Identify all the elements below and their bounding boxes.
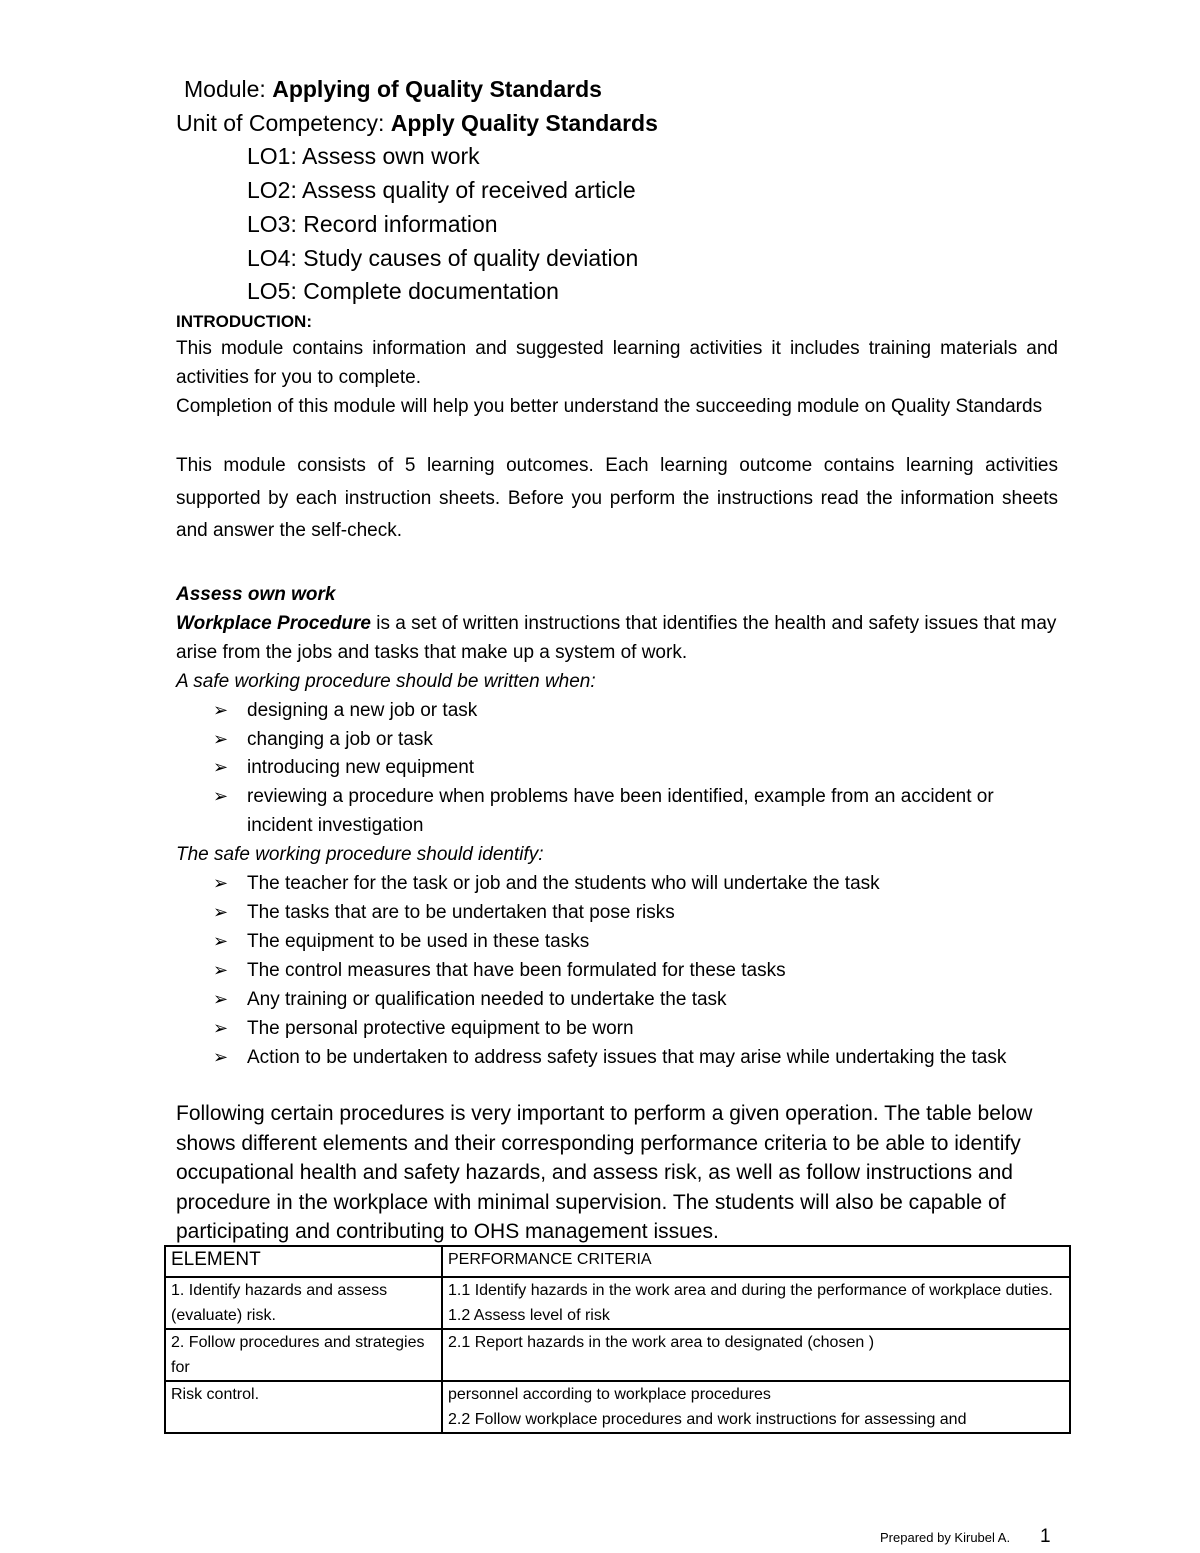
page-number: 1 [1040,1526,1051,1547]
list-item: ➢ introducing new equipment [176,754,1076,783]
criteria-table [164,1245,1071,1434]
list-item: ➢ The equipment to be used in these tasks [176,928,1076,957]
list-item: ➢ The personal protective equipment to be worn [176,1015,1076,1044]
learning-outcome-3: LO3: Record information [247,211,498,237]
list-item: ➢ changing a job or task [176,726,1076,755]
arrow-bullet-icon: ➢ [213,959,229,981]
introduction-heading: INTRODUCTION: [176,312,312,331]
unit-line: Unit of Competency: Apply Quality Standards [176,110,658,136]
arrow-bullet-icon: ➢ [213,757,229,779]
table-cell-criteria: 2.1 Report hazards in the work area to designated (chosen ) [442,1329,1070,1381]
arrow-bullet-icon: ➢ [213,1046,229,1068]
unit-title: Apply Quality Standards [390,110,658,136]
list-item: ➢ Action to be undertaken to address safety issues that may arise while undertaking the task [176,1044,1117,1073]
table-row [165,1329,1070,1381]
assess-section [176,581,1076,1072]
list-item: ➢ designing a new job or task [176,697,1076,726]
identify-intro: The safe working procedure should identify: [176,844,544,866]
arrow-bullet-icon: ➢ [213,699,229,721]
list-item: ➢ Any training or qualification needed to undertake the task [176,986,1076,1015]
assess-heading: Assess own work [176,584,336,605]
intro-paragraph-1: This module contains information and suggested learning activities it includes training materials and activities for you to complete. [176,338,1058,388]
list-item: ➢ The control measures that have been formulated for these tasks [176,957,1076,986]
table-cell-criteria: 1.1 Identify hazards in the work area and during the performance of workplace duties. 1.2 Assess level of risk [442,1277,1070,1329]
table-header-criteria: PERFORMANCE CRITERIA [442,1246,1070,1277]
learning-outcome-1: LO1: Assess own work [247,143,480,169]
arrow-bullet-icon: ➢ [213,873,229,895]
list-item: ➢ The teacher for the task or job and the students who will undertake the task [176,870,1076,899]
intro-paragraph-2: Completion of this module will help you better understand the succeeding module on Quality Standards [176,396,1043,417]
table-cell-criteria: personnel according to workplace procedures 2.2 Follow workplace procedures and work instructions for assessing and [442,1381,1070,1433]
arrow-bullet-icon: ➢ [213,988,229,1010]
intro-paragraph-3: This module consists of 5 learning outcomes. Each learning outcome contains learning activities supported by each instruction sheets. Before you perform the instructions read the information sheets and answer the self-check. [176,455,1058,541]
list-item: ➢ reviewing a procedure when problems have been identified, example from an accident or incident investigation [176,783,1047,841]
arrow-bullet-icon: ➢ [213,901,229,923]
arrow-bullet-icon: ➢ [213,728,229,750]
procedures-paragraph: Following certain procedures is very important to perform a given operation. The table below shows different elements and their corresponding performance criteria to be able to identify occupational health and safety hazards, and assess risk, as well as follow instructions and procedure in the workplace with minimal supervision. The students will also be capable of participating and contributing to OHS management issues. [176,1102,1033,1243]
module-line: Module: Applying of Quality Standards [184,76,602,102]
list-item: ➢ The tasks that are to be undertaken that pose risks [176,899,1076,928]
prepared-by-footer: Prepared by Kirubel A. [880,1530,1011,1545]
workplace-procedure-term: Workplace Procedure [176,612,372,634]
table-cell-element: Risk control. [165,1381,442,1433]
learning-outcome-4: LO4: Study causes of quality deviation [247,245,639,271]
workplace-procedure-definition: Workplace Procedure is a set of written instructions that identifies the health and safety issues that may arise from the jobs and tasks that make up a system of work. [176,612,1057,663]
table-cell-element: 2. Follow procedures and strategies for [165,1329,442,1381]
learning-outcome-2: LO2: Assess quality of received article [247,177,636,203]
table-header-row [165,1246,1070,1277]
arrow-bullet-icon: ➢ [213,786,229,808]
table-row [165,1381,1070,1433]
learning-outcome-5: LO5: Complete documentation [247,278,559,304]
module-title: Applying of Quality Standards [272,76,602,102]
arrow-bullet-icon: ➢ [213,1017,229,1039]
table-header-element: ELEMENT [165,1246,442,1277]
arrow-bullet-icon: ➢ [213,930,229,952]
table-row [165,1277,1070,1329]
when-intro: A safe working procedure should be written when: [176,670,596,692]
table-cell-element: 1. Identify hazards and assess (evaluate) risk. [165,1277,442,1329]
